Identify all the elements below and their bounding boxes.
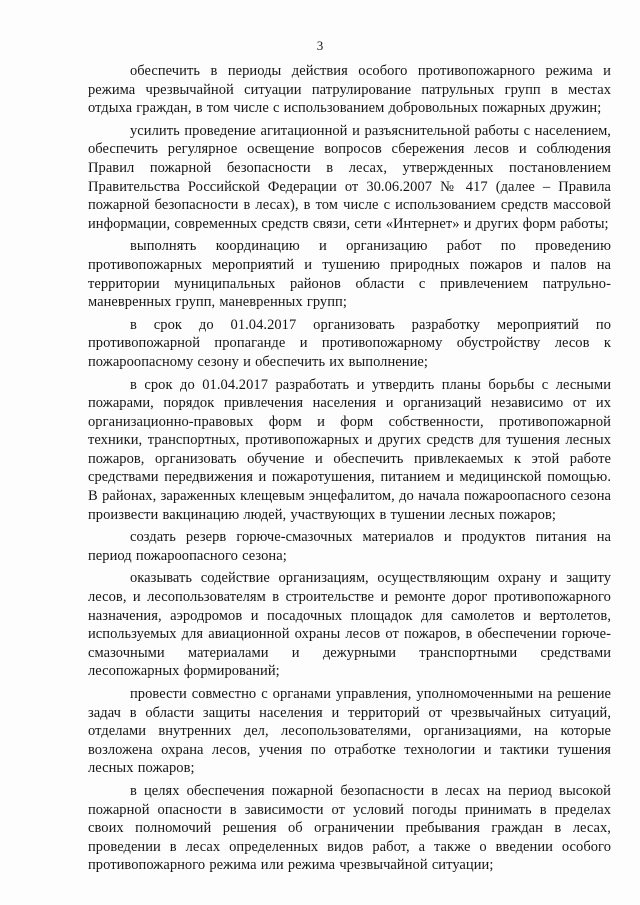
paragraph-8: провести совместно с органами управления, уполномоченными на решение задач в области защиты населения и территорий от чрезвычайных ситуаций, отделами внутренних дел, лесопользователями, организациями, на которые возложена охрана лесов, учения по отработке технологии и тактики тушения лесных пожаров; (88, 686, 611, 777)
document-body (88, 62, 611, 879)
paragraph-5: в срок до 01.04.2017 разработать и утвердить планы борьбы с лесными пожарами, порядок привлечения населения и организаций независимо от их организационно-правовых форм и форм собственности, противопожарной техники, транспортных, противопожарных и других средств для тушения лесных пожаров, организовать обучение и обеспечить привлекаемых к этой работе средствами передвижения и пожаротушения, питанием и медицинской помощью. В районах, зараженных клещевым энцефалитом, до начала пожароопасного сезона произвести вакцинацию людей, участвующих в тушении лесных пожаров; (88, 376, 611, 523)
paragraph-1: обеспечить в периоды действия особого противопожарного режима и режима чрезвычайной ситуации патрулирование патрульных групп в местах отдыха граждан, в том числе с использованием добровольных пожарных дружин; (88, 63, 611, 117)
paragraph-3: выполнять координацию и организацию работ по проведению противопожарных мероприятий и тушению природных пожаров и палов на территории муниципальных районов области с привлечением патрульно-маневренных групп, маневренных групп; (88, 238, 611, 311)
page-number: 3 (316, 38, 324, 53)
paragraph-2: усилить проведение агитационной и разъяснительной работы с населением, обеспечить регулярное освещение вопросов сбережения лесов и соблюдения Правил пожарной безопасности в лесах, утвержденных постановлением Правительства Российской Федерации от 30.06.2007 № 417 (далее – Правила пожарной безопасности в лесах), в том числе с использованием средств массовой информации, современных средств связи, сети «Интернет» и других форм работы; (88, 122, 611, 232)
paragraph-6: создать резерв горюче-смазочных материалов и продуктов питания на период пожароопасного сезона; (88, 529, 611, 564)
paragraph-4: в срок до 01.04.2017 организовать разработку мероприятий по противопожарной пропаганде и противопожарному обустройству лесов к пожароопасному сезону и обеспечить их выполнение; (88, 316, 611, 370)
paragraph-9: в целях обеспечения пожарной безопасности в лесах на период высокой пожарной опасности в зависимости от условий погоды принимать в пределах своих полномочий решения об ограничении пребывания граждан в лесах, проведении в лесах определенных видов работ, а также о введении особого противопожарного режима или режима чрезвычайной ситуации; (88, 782, 611, 874)
paragraph-7: оказывать содействие организациям, осуществляющим охрану и защиту лесов, и лесопользователям в строительстве и ремонте дорог противопожарного назначения, аэродромов и посадочных площадок для самолетов и вертолетов, используемых для авиационной охраны лесов от пожаров, в обеспечении горюче-смазочными материалами и дежурными транспортными средствами лесопожарных формирований; (88, 570, 611, 680)
